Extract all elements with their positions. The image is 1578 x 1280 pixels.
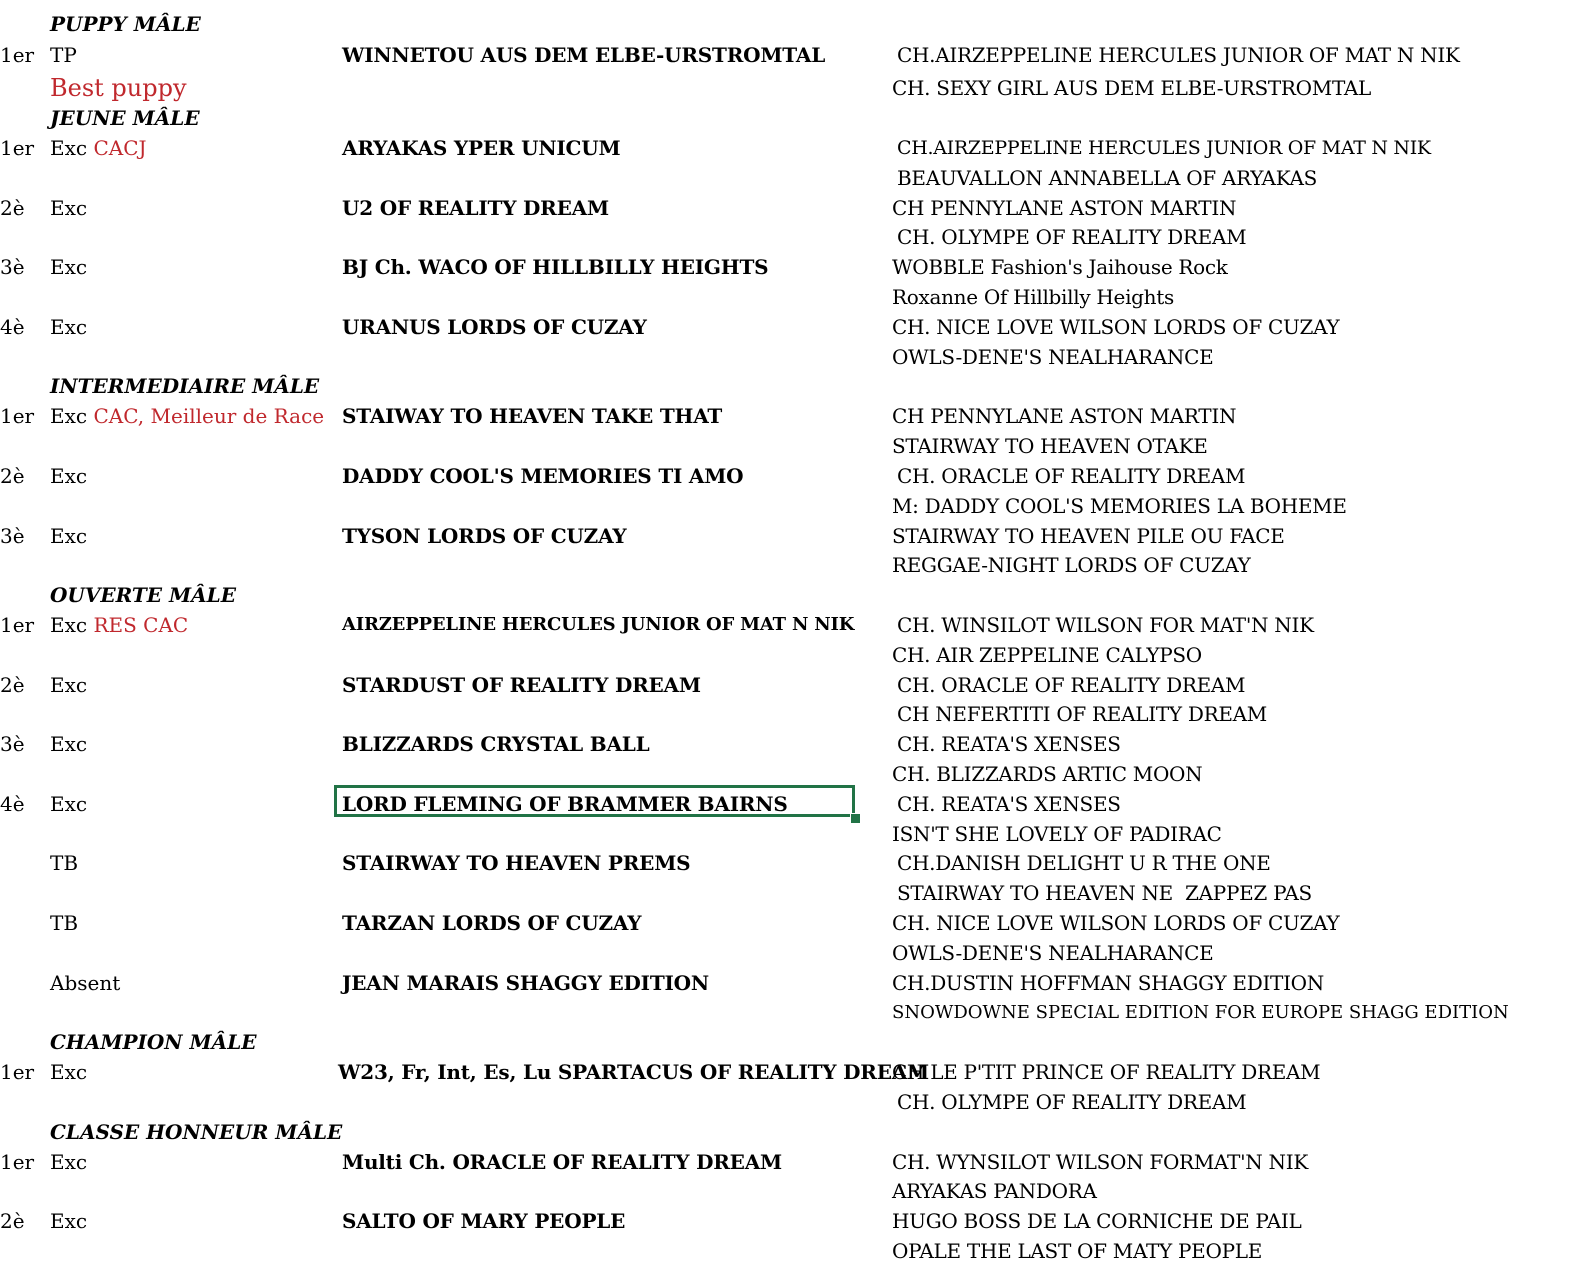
table-row[interactable]	[0, 431, 1578, 461]
grade-value: Exc	[50, 404, 88, 428]
grade-cell: Exc	[50, 315, 88, 339]
table-row[interactable]	[0, 550, 1578, 580]
dam-cell: CH. OLYMPE OF REALITY DREAM	[897, 225, 1247, 249]
grade-cell: TP	[50, 43, 77, 67]
dog-name-cell: SALTO OF MARY PEOPLE	[342, 1209, 626, 1233]
grade-cell: Exc	[50, 1150, 88, 1174]
sire-cell: CH. REATA'S XENSES	[897, 792, 1121, 816]
table-row[interactable]	[0, 312, 1578, 342]
table-row[interactable]	[0, 729, 1578, 759]
table-row[interactable]	[0, 252, 1578, 282]
table-row[interactable]	[0, 1236, 1578, 1266]
sire-cell: CH. ORACLE OF REALITY DREAM	[897, 464, 1246, 488]
best-puppy-note: Best puppy	[50, 74, 187, 102]
dog-name-cell: U2 OF REALITY DREAM	[342, 196, 609, 220]
rank-cell: 1er	[0, 613, 35, 637]
dam-cell: OPALE THE LAST OF MATY PEOPLE	[892, 1239, 1263, 1263]
rank-cell: 2è	[0, 673, 25, 697]
sire-cell: CH LE P'TIT PRINCE OF REALITY DREAM	[892, 1060, 1321, 1084]
sire-cell: CH.DUSTIN HOFFMAN SHAGGY EDITION	[892, 971, 1324, 995]
table-row[interactable]	[0, 282, 1578, 312]
grade-value: Exc	[50, 613, 88, 637]
dog-name-cell: STAIRWAY TO HEAVEN PREMS	[342, 851, 691, 875]
sire-cell: CH PENNYLANE ASTON MARTIN	[892, 196, 1237, 220]
dog-name-cell: W23, Fr, Int, Es, Lu SPARTACUS OF REALITY DREAM	[338, 1060, 929, 1084]
rank-cell: 1er	[0, 1150, 35, 1174]
dog-name-cell: TYSON LORDS OF CUZAY	[342, 524, 627, 548]
grade-cell: TB	[50, 851, 79, 875]
section-title-classe-honneur-male: CLASSE HONNEUR MÂLE	[50, 1120, 343, 1144]
dam-cell: CH NEFERTITI OF REALITY DREAM	[897, 702, 1267, 726]
dog-name-cell: STAIWAY TO HEAVEN TAKE THAT	[342, 404, 723, 428]
grade-value: Exc	[50, 136, 88, 160]
grade-cell: Absent	[50, 971, 121, 995]
dog-name-cell: AIRZEPPELINE HERCULES JUNIOR OF MAT N NIK	[342, 614, 855, 635]
rank-cell: 3è	[0, 524, 25, 548]
rank-cell: 1er	[0, 136, 35, 160]
table-row[interactable]	[0, 1206, 1578, 1236]
grade-cell: Exc	[50, 792, 88, 816]
rank-cell: 4è	[0, 315, 25, 339]
sire-cell: CH. WINSILOT WILSON FOR MAT'N NIK	[897, 613, 1314, 637]
table-row[interactable]	[0, 610, 1578, 640]
dog-name-cell: WINNETOU AUS DEM ELBE-URSTROMTAL	[342, 43, 826, 67]
dog-name-cell: ARYAKAS YPER UNICUM	[342, 136, 621, 160]
dog-name-cell[interactable]: LORD FLEMING OF BRAMMER BAIRNS	[342, 792, 788, 816]
sire-cell: CH PENNYLANE ASTON MARTIN	[892, 404, 1237, 428]
rank-cell: 1er	[0, 404, 35, 428]
table-row[interactable]	[0, 1057, 1578, 1087]
table-row[interactable]	[0, 1147, 1578, 1177]
sire-cell: CH. NICE LOVE WILSON LORDS OF CUZAY	[892, 911, 1340, 935]
rank-cell: 1er	[0, 43, 35, 67]
section-title-jeune-male: JEUNE MÂLE	[50, 106, 200, 130]
table-row[interactable]	[0, 342, 1578, 372]
rank-cell: 2è	[0, 464, 25, 488]
table-row[interactable]	[0, 133, 1578, 163]
dam-cell: OWLS-DENE'S NEALHARANCE	[892, 941, 1214, 965]
dog-name-cell: Multi Ch. ORACLE OF REALITY DREAM	[342, 1150, 782, 1174]
section-title-intermediaire-male: INTERMEDIAIRE MÂLE	[50, 374, 320, 398]
sire-cell: CH. WYNSILOT WILSON FORMAT'N NIK	[892, 1150, 1308, 1174]
dam-cell: REGGAE-NIGHT LORDS OF CUZAY	[892, 553, 1251, 577]
active-cell-selection[interactable]	[334, 785, 855, 817]
rank-cell: 4è	[0, 792, 25, 816]
table-row[interactable]	[0, 640, 1578, 670]
rank-cell: 3è	[0, 732, 25, 756]
rank-cell: 1er	[0, 1060, 35, 1084]
sire-cell: CH. NICE LOVE WILSON LORDS OF CUZAY	[892, 315, 1340, 339]
sire-cell: CH. ORACLE OF REALITY DREAM	[897, 673, 1246, 697]
dam-cell: M: DADDY COOL'S MEMORIES LA BOHEME	[892, 494, 1347, 518]
dam-cell: SNOWDOWNE SPECIAL EDITION FOR EUROPE SHAGG EDITION	[892, 1002, 1509, 1023]
table-row[interactable]	[0, 1176, 1578, 1206]
table-row[interactable]	[0, 699, 1578, 729]
table-row[interactable]	[0, 163, 1578, 193]
section-title-ouverte-male: OUVERTE MÂLE	[50, 583, 236, 607]
grade-cell: Exc	[50, 524, 88, 548]
grade-cell: Exc	[50, 196, 88, 220]
dog-name-cell: BLIZZARDS CRYSTAL BALL	[342, 732, 650, 756]
grade-cell: TB	[50, 911, 79, 935]
dam-cell: STAIRWAY TO HEAVEN OTAKE	[892, 434, 1208, 458]
dam-cell: Roxanne Of Hillbilly Heights	[892, 285, 1174, 309]
grade-cell: Exc	[50, 464, 88, 488]
table-row[interactable]	[0, 670, 1578, 700]
table-row[interactable]	[0, 819, 1578, 849]
sire-cell: CH.AIRZEPPELINE HERCULES JUNIOR OF MAT N NIK	[897, 43, 1460, 67]
grade-cell	[50, 133, 147, 163]
table-row[interactable]	[0, 998, 1578, 1028]
table-row[interactable]	[0, 968, 1578, 998]
section-title-champion-male: CHAMPION MÂLE	[50, 1030, 257, 1054]
dam-cell: ISN'T SHE LOVELY OF PADIRAC	[892, 822, 1222, 846]
dog-name-cell: TARZAN LORDS OF CUZAY	[342, 911, 642, 935]
grade-cell: Exc	[50, 255, 88, 279]
table-row[interactable]	[0, 1087, 1578, 1117]
dam-cell: CH. SEXY GIRL AUS DEM ELBE-URSTROMTAL	[892, 76, 1372, 100]
dog-name-cell: DADDY COOL'S MEMORIES TI AMO	[342, 464, 744, 488]
table-row[interactable]	[0, 521, 1578, 551]
dam-cell: STAIRWAY TO HEAVEN NE ZAPPEZ PAS	[897, 881, 1312, 905]
table-row[interactable]	[0, 40, 1578, 70]
table-row[interactable]	[0, 461, 1578, 491]
rank-cell: 2è	[0, 1209, 25, 1233]
dam-cell: CH. OLYMPE OF REALITY DREAM	[897, 1090, 1247, 1114]
sire-cell: CH. REATA'S XENSES	[897, 732, 1121, 756]
grade-cell	[50, 401, 324, 431]
grade-cell: Exc	[50, 1060, 88, 1084]
table-row[interactable]	[0, 878, 1578, 908]
table-row[interactable]	[0, 491, 1578, 521]
sire-cell: HUGO BOSS DE LA CORNICHE DE PAIL	[892, 1209, 1302, 1233]
dam-cell: BEAUVALLON ANNABELLA OF ARYAKAS	[897, 166, 1318, 190]
rank-cell: 3è	[0, 255, 25, 279]
rank-cell: 2è	[0, 196, 25, 220]
sire-cell: STAIRWAY TO HEAVEN PILE OU FACE	[892, 524, 1285, 548]
sire-cell: WOBBLE Fashion's Jaihouse Rock	[892, 255, 1228, 279]
table-row[interactable]	[0, 938, 1578, 968]
dog-name-cell: JEAN MARAIS SHAGGY EDITION	[342, 971, 709, 995]
table-row[interactable]	[0, 222, 1578, 252]
dog-name-cell: STARDUST OF REALITY DREAM	[342, 673, 701, 697]
table-row[interactable]	[0, 401, 1578, 431]
grade-cell	[50, 610, 188, 640]
dam-cell: CH. AIR ZEPPELINE CALYPSO	[892, 643, 1202, 667]
section-title-puppy-male: PUPPY MÂLE	[50, 12, 201, 36]
grade-cell: Exc	[50, 1209, 88, 1233]
table-row[interactable]	[0, 908, 1578, 938]
table-row[interactable]	[0, 848, 1578, 878]
sire-cell: CH.DANISH DELIGHT U R THE ONE	[897, 851, 1271, 875]
award-badge: CACJ	[93, 136, 147, 160]
dog-name-cell: URANUS LORDS OF CUZAY	[342, 315, 647, 339]
dam-cell: ARYAKAS PANDORA	[892, 1179, 1097, 1203]
award-badge: RES CAC	[93, 613, 189, 637]
dam-cell: CH. BLIZZARDS ARTIC MOON	[892, 762, 1203, 786]
grade-cell: Exc	[50, 673, 88, 697]
sire-cell: CH.AIRZEPPELINE HERCULES JUNIOR OF MAT N NIK	[897, 137, 1431, 159]
table-row[interactable]	[0, 73, 1578, 103]
table-row[interactable]	[0, 193, 1578, 223]
award-badge: CAC, Meilleur de Race	[93, 404, 325, 428]
dog-name-cell: BJ Ch. WACO OF HILLBILLY HEIGHTS	[342, 255, 769, 279]
dam-cell: OWLS-DENE'S NEALHARANCE	[892, 345, 1214, 369]
grade-cell: Exc	[50, 732, 88, 756]
